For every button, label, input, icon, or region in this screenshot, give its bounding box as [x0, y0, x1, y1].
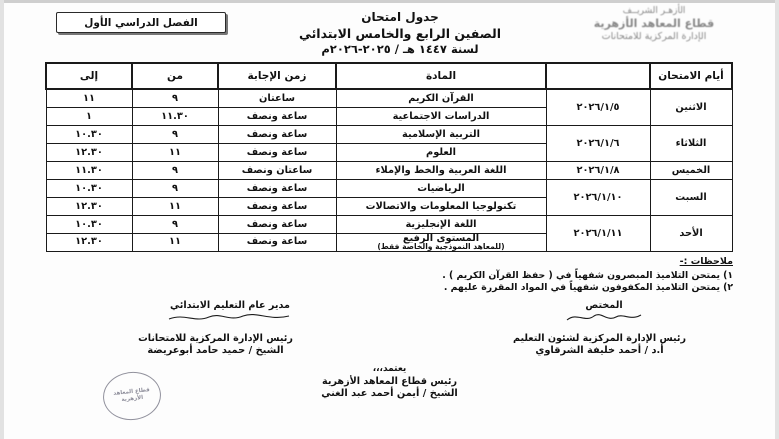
cell-subject: اللغة العربية والخط والإملاء: [336, 162, 546, 180]
signature-education-admin-role: رئيس الإدارة المركزية لشئون التعليم: [512, 333, 687, 344]
table-row: [46, 216, 732, 234]
cell-duration: ساعة ونصف: [218, 234, 336, 252]
cell-time-from: ٩: [132, 180, 218, 198]
exam-schedule-table: [45, 62, 733, 252]
cell-time-from: ٩: [132, 216, 218, 234]
cell-time-to: ١٠.٣٠: [46, 216, 132, 234]
table-row: [46, 180, 732, 198]
signature-exams-admin: [108, 333, 323, 358]
handwritten-signature-icon: [140, 311, 320, 324]
note-text: يمتحن التلاميذ المكفوفون شفهياً في المواد المقررة عليهم .: [443, 282, 721, 294]
cell-time-from: ٩: [132, 162, 218, 180]
cell-exam-date: ٢٠٢٦/١/١١: [546, 216, 650, 252]
cell-duration: ساعة ونصف: [218, 180, 336, 198]
handwritten-signature-icon: [529, 311, 679, 324]
column-header-from: من: [132, 63, 218, 89]
cell-time-to: ١١: [46, 89, 132, 108]
cell-time-from: ١١: [132, 144, 218, 162]
signature-exams-admin-name: الشيخ / حميد حامد أبوعريضة: [147, 345, 284, 357]
signature-specialist: [529, 300, 679, 324]
document-header: [0, 4, 779, 62]
signature-final-role: رئيس قطاع المعاهد الأزهرية: [322, 375, 457, 387]
cell-time-from: ١١: [132, 198, 218, 216]
cell-subject: الرياضيات: [336, 180, 546, 198]
column-header-subject: المادة: [336, 63, 546, 89]
cell-duration: ساعتان: [218, 89, 336, 108]
table-header-row: [46, 63, 732, 89]
cell-duration: ساعة ونصف: [218, 198, 336, 216]
cell-time-from: ١١.٣٠: [132, 108, 218, 126]
cell-subject: العلوم: [336, 144, 546, 162]
note-number: ٢): [723, 282, 733, 294]
cell-time-from: ١١: [132, 234, 218, 252]
signature-director-general: [140, 300, 320, 324]
title-line-3: لسنة ١٤٤٧ هـ / ٢٠٢٥-٢٠٢٦م: [321, 42, 479, 57]
cell-exam-day: الخميس: [650, 162, 732, 180]
table-body: [46, 89, 732, 252]
note-item: [193, 270, 733, 283]
signature-final-name: الشيخ / أيمن أحمد عبد الغني: [321, 388, 458, 400]
cell-duration: ساعة ونصف: [218, 108, 336, 126]
letterhead-logo: [569, 6, 739, 43]
signature-education-admin: [492, 333, 707, 358]
cell-duration: ساعة ونصف: [218, 126, 336, 144]
cell-subject: اللغة الإنجليزية: [336, 216, 546, 234]
cell-duration: ساعتان ونصف: [218, 162, 336, 180]
cell-subject-note: (للمعاهد النموذجية والخاصة فقط): [377, 242, 505, 252]
note-item: [193, 282, 733, 295]
notes-title: ملاحظات :-: [679, 256, 733, 267]
cell-exam-date: ٢٠٢٦/١/٦: [546, 126, 650, 162]
cell-time-to: ١١.٣٠: [46, 162, 132, 180]
cell-duration: ساعة ونصف: [218, 216, 336, 234]
notes-section: [193, 256, 733, 295]
signature-specialist-role: المختص: [585, 300, 623, 311]
column-header-duration: زمن الإجابة: [218, 63, 336, 89]
letterhead-line-3: الإدارة المركزية للامتحانات: [601, 31, 707, 42]
signature-exams-admin-role: رئيس الإدارة المركزية للامتحانات: [138, 333, 293, 344]
cell-time-to: ١٠.٣٠: [46, 126, 132, 144]
cell-subject: الدراسات الاجتماعية: [336, 108, 546, 126]
cell-exam-day: الاثنين: [650, 89, 732, 126]
table-row: [46, 89, 732, 108]
cell-subject: التربية الإسلامية: [336, 126, 546, 144]
letterhead-line-2: قطاع المعاهد الأزهرية: [593, 17, 715, 31]
cell-time-from: ٩: [132, 89, 218, 108]
cell-exam-date: ٢٠٢٦/١/٨: [546, 162, 650, 180]
approval-label: يعتمد،،،: [372, 364, 407, 374]
title-line-1: جدول امتحان: [361, 10, 439, 24]
notes-list: [193, 270, 733, 295]
signature-director-general-role: مدير عام التعليم الابتدائي: [170, 300, 290, 311]
document-title: [250, 10, 550, 58]
cell-time-to: ١: [46, 108, 132, 126]
column-header-to: إلى: [46, 63, 132, 89]
cell-subject: القرآن الكريم: [336, 89, 546, 108]
cell-time-to: ١٢.٣٠: [46, 198, 132, 216]
cell-exam-day: الأحد: [650, 216, 732, 252]
note-text: يمتحن التلاميذ المبصرون شفهياً في ( حفظ القرآن الكريم ) .: [442, 269, 721, 281]
column-header-day: أيام الامتحان: [650, 63, 732, 89]
official-stamp-icon: قطاع المعاهد الأزهرية: [101, 369, 164, 423]
semester-label: الفصل الدراسي الأول: [56, 12, 226, 33]
cell-subject: تكنولوجيا المعلومات والاتصالات: [336, 198, 546, 216]
table-row: [46, 162, 732, 180]
note-number: ١): [723, 269, 733, 281]
cell-exam-date: ٢٠٢٦/١/١٠: [546, 180, 650, 216]
cell-time-from: ٩: [132, 126, 218, 144]
cell-exam-day: الثلاثاء: [650, 126, 732, 162]
exam-schedule-table-wrapper: [47, 62, 733, 252]
column-header-date: [546, 63, 650, 89]
cell-duration: ساعة ونصف: [218, 144, 336, 162]
scan-edge-top: [0, 0, 779, 3]
cell-time-to: ١٢.٣٠: [46, 144, 132, 162]
letterhead-line-1: الأزهـر الشريــف: [622, 6, 686, 16]
signature-education-admin-name: أ.د / أحمد خليفة الشرقاوي: [535, 345, 664, 357]
cell-time-to: ١٠.٣٠: [46, 180, 132, 198]
table-row: [46, 126, 732, 144]
title-line-2: الصفين الرابع والخامس الابتدائي: [298, 25, 502, 41]
cell-exam-day: السبت: [650, 180, 732, 216]
cell-time-to: ١٢.٣٠: [46, 234, 132, 252]
cell-subject: المستوى الرفيع (للمعاهد النموذجية والخاصة فقط): [336, 234, 546, 252]
cell-exam-date: ٢٠٢٦/١/٥: [546, 89, 650, 126]
